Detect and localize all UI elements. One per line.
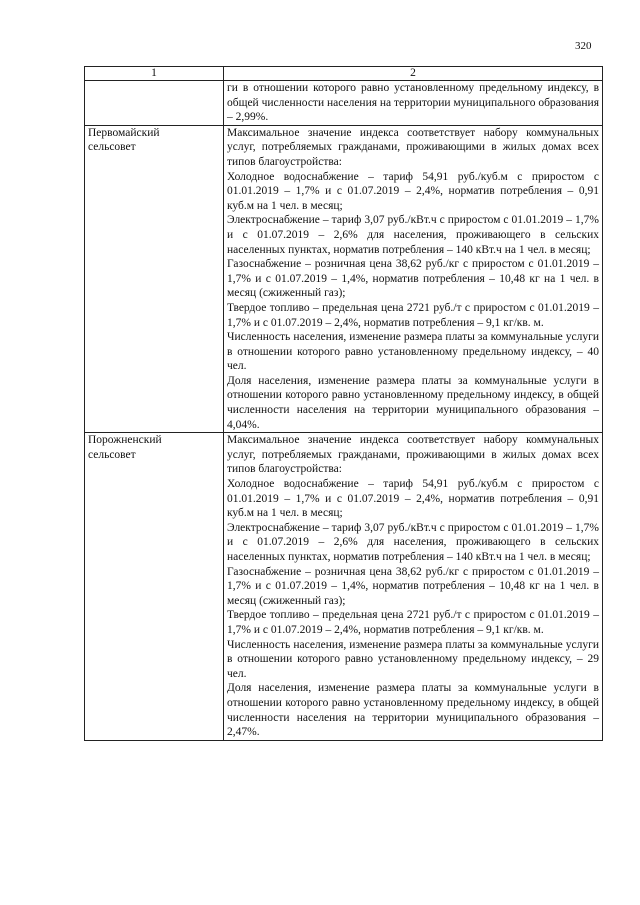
gas-paragraph: Газоснабжение – розничная цена 38,62 руб./кг с приростом с 01.01.2019 – 1,7% и с 01.07.2019 – 1,4%, норматив потребления – 10,48 кг на 1 чел. в месяц (сжиженный газ); (227, 258, 599, 300)
intro-paragraph: Максимальное значение индекса соответствует набору коммунальных услуг, потребляемых гражданами, проживающими в жилых домах всех типов благоустройства: (227, 126, 599, 168)
details-cell (224, 433, 603, 740)
region-type: сельсовет (88, 141, 136, 154)
tariff-table (84, 66, 603, 741)
water-paragraph: Холодное водоснабжение – тариф 54,91 руб./куб.м с приростом с 01.01.2019 – 1,7% и с 01.07.2019 – 2,4%, норматив потребления – 0,91 куб.м на 1 чел. в месяц; (227, 170, 599, 212)
gas-paragraph: Газоснабжение – розничная цена 38,62 руб./кг с приростом с 01.01.2019 – 1,7% и с 01.07.2019 – 1,4%, норматив потребления – 10,48 кг на 1 чел. в месяц (сжиженный газ); (227, 565, 599, 607)
share-paragraph: Доля населения, изменение размера платы за коммунальные услуги в отношении которого равно установленному предельному индексу, в общей численности населения на территории муниципального образования – 2,47%. (227, 682, 599, 739)
page-number: 320 (575, 40, 592, 52)
share-paragraph: Доля населения, изменение размера платы за коммунальные услуги в отношении которого равно установленному предельному индексу, в общей численности населения на территории муниципального образования – 4,04%. (227, 374, 599, 431)
fuel-paragraph: Твердое топливо – предельная цена 2721 руб./т с приростом с 01.01.2019 – 1,7% и с 01.07.2019 – 2,4%, норматив потребления – 9,1 кг/кв. м. (227, 301, 599, 329)
table-row (85, 125, 603, 432)
region-cell (85, 125, 224, 432)
population-paragraph: Численность населения, изменение размера платы за коммунальные услуги в отношении которого равно установленному предельному индексу, – 40 чел. (227, 331, 599, 373)
details-cell (224, 81, 603, 126)
column-header-1: 1 (85, 67, 224, 81)
table-row (85, 433, 603, 740)
region-type: сельсовет (88, 448, 136, 461)
region-name: Первомайский (88, 126, 160, 139)
fuel-paragraph: Твердое топливо – предельная цена 2721 руб./т с приростом с 01.01.2019 – 1,7% и с 01.07.2019 – 2,4%, норматив потребления – 9,1 кг/кв. м. (227, 609, 599, 636)
table-header-row (85, 67, 603, 81)
details-cell (224, 125, 603, 432)
region-name: Порожненский (88, 434, 162, 447)
continuation-paragraph: ги в отношении которого равно установленному предельному индексу, в общей численности населения на территории муниципального образования – 2,99%. (227, 82, 599, 124)
column-header-2: 2 (224, 67, 603, 81)
table-row (85, 81, 603, 126)
population-paragraph: Численность населения, изменение размера платы за коммунальные услуги в отношении которого равно установленному предельному индексу, – 29 чел. (227, 638, 599, 680)
region-cell (85, 81, 224, 126)
water-paragraph: Холодное водоснабжение – тариф 54,91 руб./куб.м с приростом с 01.01.2019 – 1,7% и с 01.07.2019 – 2,4%, норматив потребления – 0,91 куб.м на 1 чел. в месяц; (227, 478, 599, 520)
electricity-paragraph: Электроснабжение – тариф 3,07 руб./кВт.ч с приростом с 01.01.2019 – 1,7% и с 01.07.2019 – 2,6% для населения, проживающего в сельских населенных пунктах, норматив потребления – 140 кВт.ч на 1 чел. в месяц; (227, 521, 599, 563)
intro-paragraph: Максимальное значение индекса соответствует набору коммунальных услуг, потребляемых гражданами, проживающими в жилых домах всех типов благоустройства: (227, 434, 599, 476)
region-cell (85, 433, 224, 740)
electricity-paragraph: Электроснабжение – тариф 3,07 руб./кВт.ч с приростом с 01.01.2019 – 1,7% и с 01.07.2019 – 2,6% для населения, проживающего в сельских населенных пунктах, норматив потребления – 140 кВт.ч на 1 чел. в месяц; (227, 214, 599, 256)
